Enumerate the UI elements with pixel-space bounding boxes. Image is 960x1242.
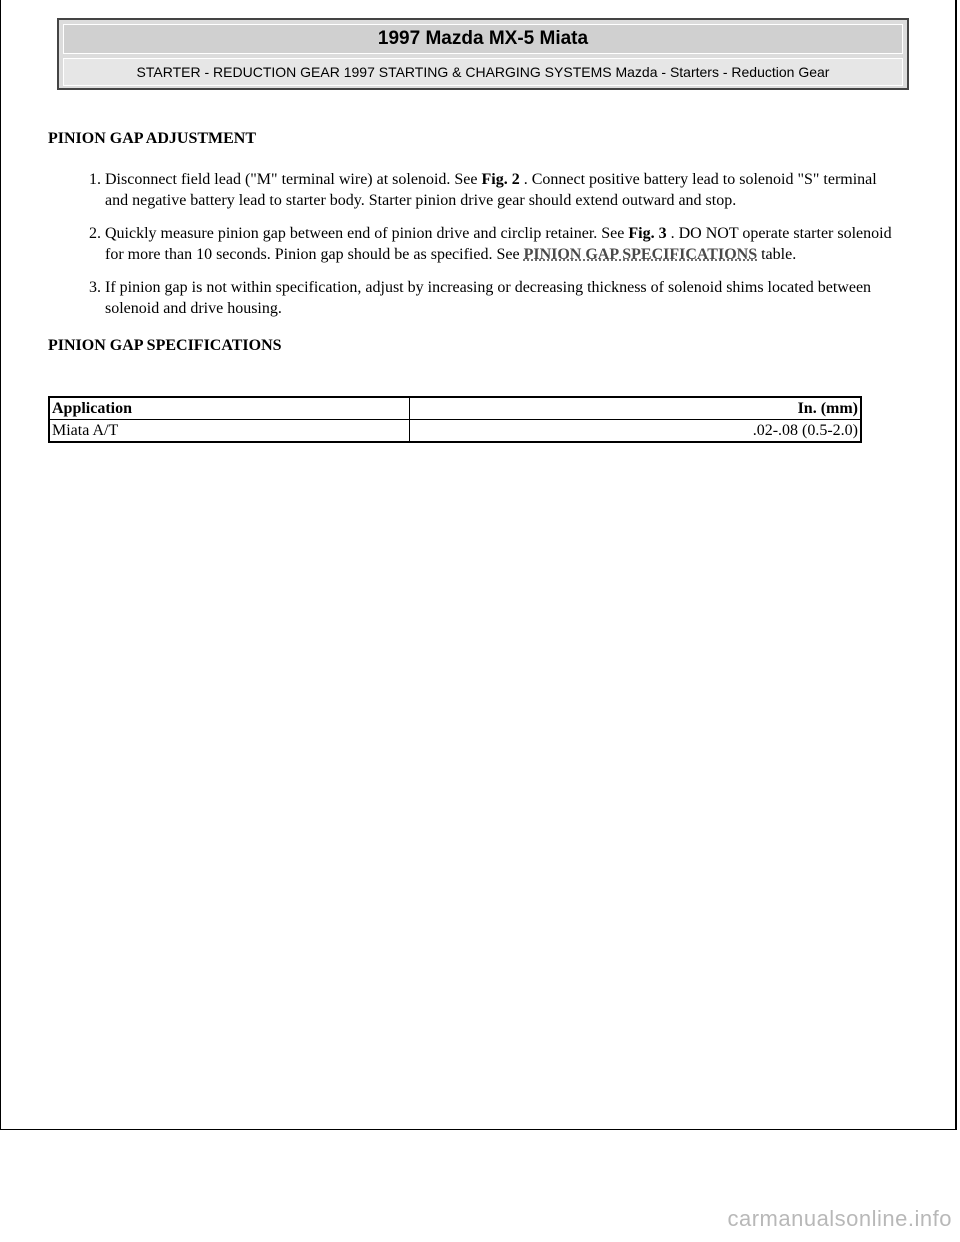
main-content	[48, 128, 898, 439]
step-text: . DO NOT operate starter solenoid for more than 10 seconds. Pinion gap should be as specified. See	[105, 225, 892, 263]
step-text: If pinion gap is not within specification, adjust by increasing or decreasing thickness of solenoid shims located between solenoid and drive housing.	[105, 279, 872, 317]
table-title: PINION GAP SPECIFICATIONS	[48, 337, 282, 354]
document-subtitle: STARTER - REDUCTION GEAR 1997 STARTING & CHARGING SYSTEMS Mazda - Starters - Reduction Gear	[63, 58, 903, 86]
step-item	[105, 277, 898, 319]
column-header: In. (mm)	[410, 397, 862, 420]
table-row	[49, 420, 861, 443]
figure-reference[interactable]: Fig. 2	[481, 171, 520, 188]
section-heading: PINION GAP ADJUSTMENT	[48, 130, 257, 147]
column-header: Application	[49, 397, 410, 420]
step-item	[105, 223, 898, 265]
step-text: Quickly measure pinion gap between end of pinion drive and circlip retainer. See	[105, 225, 629, 242]
table-link[interactable]: PINION GAP SPECIFICATIONS	[523, 246, 758, 263]
document-header	[57, 18, 909, 90]
table-cell: .02-.08 (0.5-2.0)	[410, 420, 862, 443]
step-text: table.	[757, 246, 797, 263]
procedure-steps	[48, 169, 898, 319]
step-text: Disconnect field lead ("M" terminal wire) at solenoid. See	[105, 171, 482, 188]
step-text: . Connect positive battery lead to solenoid "S" terminal and negative battery lead to starter body. Starter pinion drive gear should extend outward and stop.	[105, 171, 877, 209]
step-item	[105, 169, 898, 211]
table-header-row	[49, 397, 861, 420]
watermark: carmanualsonline.info	[727, 1206, 952, 1231]
table-cell: Miata A/T	[49, 420, 410, 443]
document-title: 1997 Mazda MX-5 Miata	[63, 24, 903, 54]
figure-reference[interactable]: Fig. 3	[628, 225, 667, 242]
specifications-table	[48, 396, 862, 443]
